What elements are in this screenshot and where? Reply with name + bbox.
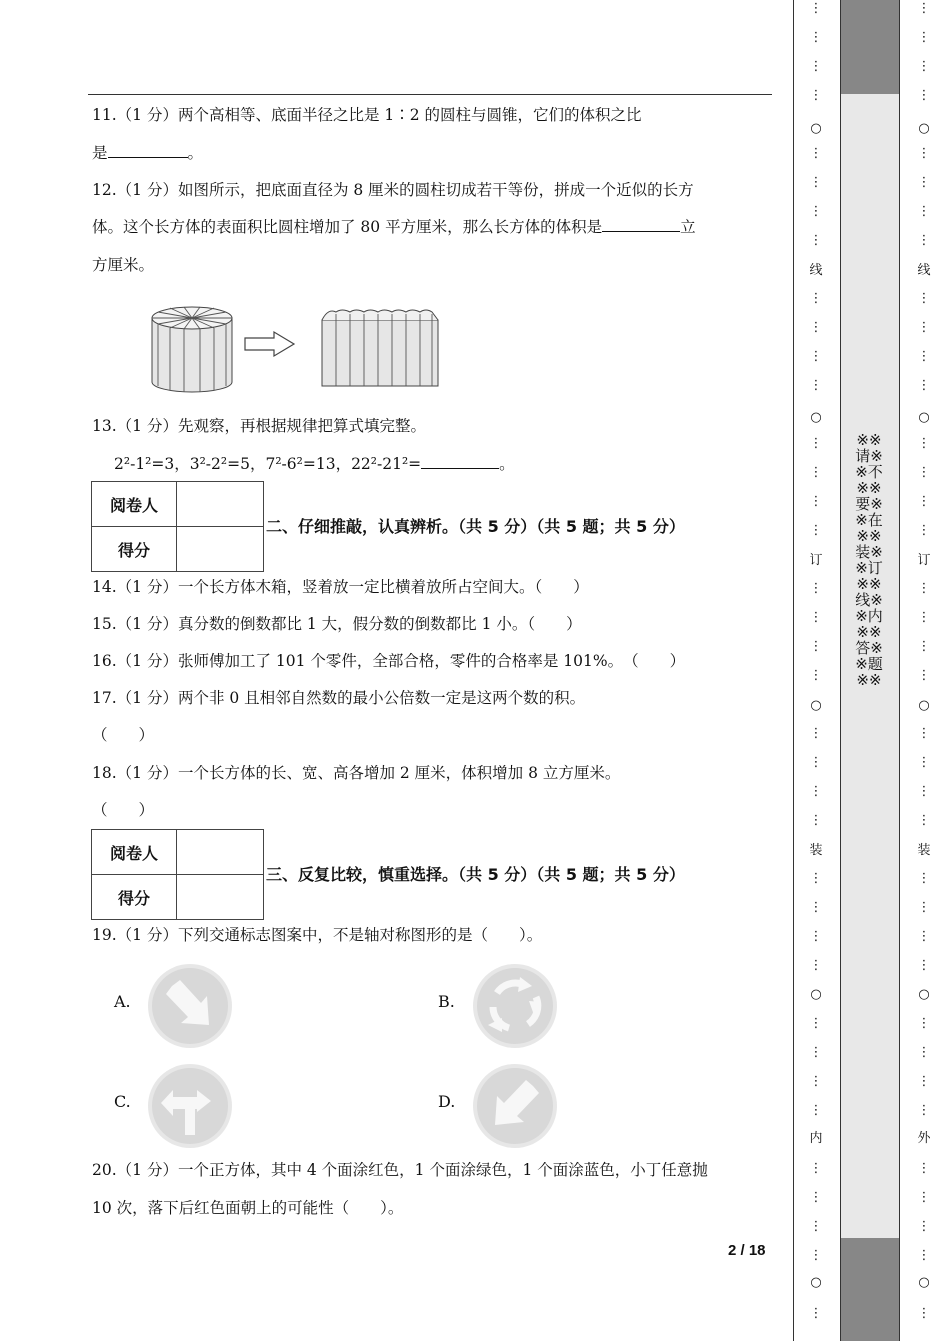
outer-circle: ○ (918, 410, 930, 425)
outer-label: 装 (917, 843, 931, 858)
inner-dot: ⋮ (809, 1103, 823, 1118)
outer-dot: ⋮ (917, 204, 931, 219)
outer-dot: ⋮ (917, 494, 931, 509)
inner-dot: ⋮ (809, 320, 823, 335)
inner-dot: ⋮ (809, 291, 823, 306)
inner-dot: ⋮ (809, 1, 823, 16)
inner-dot: ⋮ (809, 1248, 823, 1263)
inner-circle: ○ (810, 1275, 822, 1290)
outer-dot: ⋮ (917, 1190, 931, 1205)
inner-dot: ⋮ (809, 30, 823, 45)
inner-circle: ○ (810, 698, 822, 713)
q11-answer-blank[interactable] (108, 143, 188, 158)
outer-dot: ⋮ (917, 523, 931, 538)
inner-binding-column (806, 0, 826, 1341)
q14: 14.（1 分）一个长方体木箱，竖着放一定比横着放所占空间大。（ ） (92, 578, 589, 596)
reviewer-cell[interactable] (177, 482, 264, 527)
outer-label: 订 (917, 553, 931, 568)
q12-post: 立 (680, 218, 696, 236)
page-number: 2 / 18 (728, 1242, 766, 1259)
inner-label: 装 (809, 843, 823, 858)
inner-dot: ⋮ (809, 1016, 823, 1031)
inner-dot: ⋮ (809, 1219, 823, 1234)
q13-formula-text: 2²-1²=3，3²-2²=5，7²-6²=13，22²-21²= (114, 455, 422, 473)
q20-line2: 10 次，落下后红色面朝上的可能性（ ）。 (92, 1199, 404, 1217)
outer-dot: ⋮ (917, 784, 931, 799)
outer-dot: ⋮ (917, 1, 931, 16)
inner-circle: ○ (810, 987, 822, 1002)
outer-label: 线 (917, 263, 931, 278)
outer-dot: ⋮ (917, 59, 931, 74)
q18-line1: 18.（1 分）一个长方体的长、宽、高各增加 2 厘米，体积增加 8 立方厘米。 (92, 764, 621, 782)
reviewer-label: 阅卷人 (92, 830, 177, 875)
inner-dot: ⋮ (809, 204, 823, 219)
option-b-label[interactable]: B. (438, 992, 455, 1011)
outer-dot: ⋮ (917, 958, 931, 973)
turn-left-right-sign-icon[interactable] (147, 1063, 233, 1149)
outer-dot: ⋮ (917, 1016, 931, 1031)
outer-circle: ○ (918, 1275, 930, 1290)
outer-dot: ⋮ (917, 813, 931, 828)
outer-circle: ○ (918, 987, 930, 1002)
outer-dot: ⋮ (917, 233, 931, 248)
q12-answer-blank[interactable] (602, 217, 680, 232)
inner-dot: ⋮ (809, 175, 823, 190)
outer-dot: ⋮ (917, 1306, 931, 1321)
outer-dot: ⋮ (917, 349, 931, 364)
inner-dot: ⋮ (809, 958, 823, 973)
outer-dot: ⋮ (917, 291, 931, 306)
option-c-label[interactable]: C. (114, 1092, 131, 1111)
q13-answer-blank[interactable] (421, 454, 499, 469)
option-a-label[interactable]: A. (114, 992, 131, 1011)
score-cell[interactable] (177, 875, 264, 920)
inner-dot: ⋮ (809, 581, 823, 596)
reviewer-label: 阅卷人 (92, 482, 177, 527)
q16: 16.（1 分）张师傅加工了 101 个零件，全部合格，零件的合格率是 101%。 （ ） (92, 652, 686, 670)
outer-dot: ⋮ (917, 465, 931, 480)
outer-dot: ⋮ (917, 378, 931, 393)
inner-dot: ⋮ (809, 494, 823, 509)
q19-text: 19.（1 分）下列交通标志图案中，不是轴对称图形的是（ ）。 (92, 926, 543, 944)
inner-dot: ⋮ (809, 871, 823, 886)
binding-band-bottom-block (840, 1238, 899, 1341)
score-box-section-two (91, 481, 264, 572)
outer-dot: ⋮ (917, 320, 931, 335)
section-three-title: 三、反复比较，慎重选择。（共 5 分）（共 5 题；共 5 分） (266, 865, 685, 884)
score-label: 得分 (92, 527, 177, 572)
outer-dot: ⋮ (917, 436, 931, 451)
arrow-right-icon (245, 332, 294, 356)
outer-dot: ⋮ (917, 1074, 931, 1089)
inner-dot: ⋮ (809, 1190, 823, 1205)
inner-label: 订 (809, 553, 823, 568)
q12-line3: 方厘米。 (92, 256, 155, 274)
binding-band-top-block (840, 0, 899, 94)
header-rule (88, 94, 772, 95)
inner-label: 线 (809, 263, 823, 278)
section-two-title: 二、仔细推敲，认真辨析。（共 5 分）（共 5 题；共 5 分） (266, 517, 685, 536)
inner-circle: ○ (810, 410, 822, 425)
outer-dot: ⋮ (917, 929, 931, 944)
inner-dot: ⋮ (809, 900, 823, 915)
inner-dot: ⋮ (809, 523, 823, 538)
inner-dot: ⋮ (809, 755, 823, 770)
outer-dot: ⋮ (917, 581, 931, 596)
outer-dot: ⋮ (917, 726, 931, 741)
outer-label: 外 (917, 1131, 931, 1146)
q12-pre: 体。这个长方体的表面积比圆柱增加了 80 平方厘米，那么长方体的体积是 (92, 218, 603, 236)
q17-line2: （ ） (92, 726, 155, 744)
inner-dot: ⋮ (809, 929, 823, 944)
inner-dot: ⋮ (809, 668, 823, 683)
outer-dot: ⋮ (917, 146, 931, 161)
inner-dot: ⋮ (809, 726, 823, 741)
inner-dot: ⋮ (809, 146, 823, 161)
outer-dot: ⋮ (917, 1161, 931, 1176)
binding-warning-text: ※※请※※不※※要※※在※※装※※订※※线※※内※※答※※题※※ (855, 431, 883, 689)
outer-dot: ⋮ (917, 1219, 931, 1234)
inner-dot: ⋮ (809, 59, 823, 74)
outer-dot: ⋮ (917, 1103, 931, 1118)
arrow-down-left-sign-icon[interactable] (472, 1063, 558, 1149)
q12-line2 (92, 217, 696, 237)
outer-dot: ⋮ (917, 639, 931, 654)
reviewer-cell[interactable] (177, 830, 264, 875)
band-border-left (840, 0, 841, 1341)
cylinder-to-cuboid-figure (148, 302, 448, 394)
q13-post: 。 (499, 455, 515, 473)
band-border-right (899, 0, 900, 1341)
outer-dot: ⋮ (917, 1248, 931, 1263)
roundabout-sign-icon[interactable] (472, 963, 558, 1049)
outer-circle: ○ (918, 121, 930, 136)
q11-pre: 是 (92, 144, 108, 162)
score-label: 得分 (92, 875, 177, 920)
inner-dot: ⋮ (809, 784, 823, 799)
outer-dot: ⋮ (917, 755, 931, 770)
cylinder-icon (152, 307, 232, 392)
inner-dot: ⋮ (809, 436, 823, 451)
inner-circle: ○ (810, 121, 822, 136)
outer-dot: ⋮ (917, 88, 931, 103)
inner-dot: ⋮ (809, 1074, 823, 1089)
inner-dot: ⋮ (809, 813, 823, 828)
inner-label: 内 (809, 1131, 823, 1146)
inner-dot: ⋮ (809, 1306, 823, 1321)
outer-dot: ⋮ (917, 175, 931, 190)
option-d-label[interactable]: D. (438, 1092, 456, 1111)
inner-dot: ⋮ (809, 88, 823, 103)
cuboid-icon (322, 310, 438, 386)
outer-dot: ⋮ (917, 1045, 931, 1060)
q13-line1: 13.（1 分）先观察，再根据规律把算式填完整。 (92, 417, 426, 435)
q17-line1: 17.（1 分）两个非 0 且相邻自然数的最小公倍数一定是这两个数的积。 (92, 689, 586, 707)
sidebar-border-left (793, 0, 794, 1341)
outer-circle: ○ (918, 698, 930, 713)
q15: 15.（1 分）真分数的倒数都比 1 大，假分数的倒数都比 1 小。（ ） (92, 615, 582, 633)
q13-formula (114, 454, 515, 474)
outer-dot: ⋮ (917, 900, 931, 915)
inner-dot: ⋮ (809, 610, 823, 625)
outer-dot: ⋮ (917, 871, 931, 886)
q11-line1: 11.（1 分）两个高相等、底面半径之比是 1∶2 的圆柱与圆锥，它们的体积之比 (92, 106, 642, 124)
outer-dot: ⋮ (917, 30, 931, 45)
q11-line2 (92, 143, 203, 163)
inner-dot: ⋮ (809, 1045, 823, 1060)
inner-dot: ⋮ (809, 1161, 823, 1176)
arrow-down-right-sign-icon[interactable] (147, 963, 233, 1049)
q11-post: 。 (187, 144, 204, 162)
outer-dot: ⋮ (917, 668, 931, 683)
q18-line2: （ ） (92, 801, 155, 819)
score-box-section-three (91, 829, 264, 920)
inner-dot: ⋮ (809, 233, 823, 248)
inner-dot: ⋮ (809, 639, 823, 654)
q12-line1: 12.（1 分）如图所示，把底面直径为 8 厘米的圆柱切成若干等份，拼成一个近似的长方 (92, 181, 694, 199)
inner-dot: ⋮ (809, 349, 823, 364)
q20-line1: 20.（1 分）一个正方体，其中 4 个面涂红色，1 个面涂绿色，1 个面涂蓝色，小丁任意抛 (92, 1161, 708, 1179)
score-cell[interactable] (177, 527, 264, 572)
inner-dot: ⋮ (809, 465, 823, 480)
outer-dot: ⋮ (917, 610, 931, 625)
outer-binding-column (914, 0, 934, 1341)
inner-dot: ⋮ (809, 378, 823, 393)
